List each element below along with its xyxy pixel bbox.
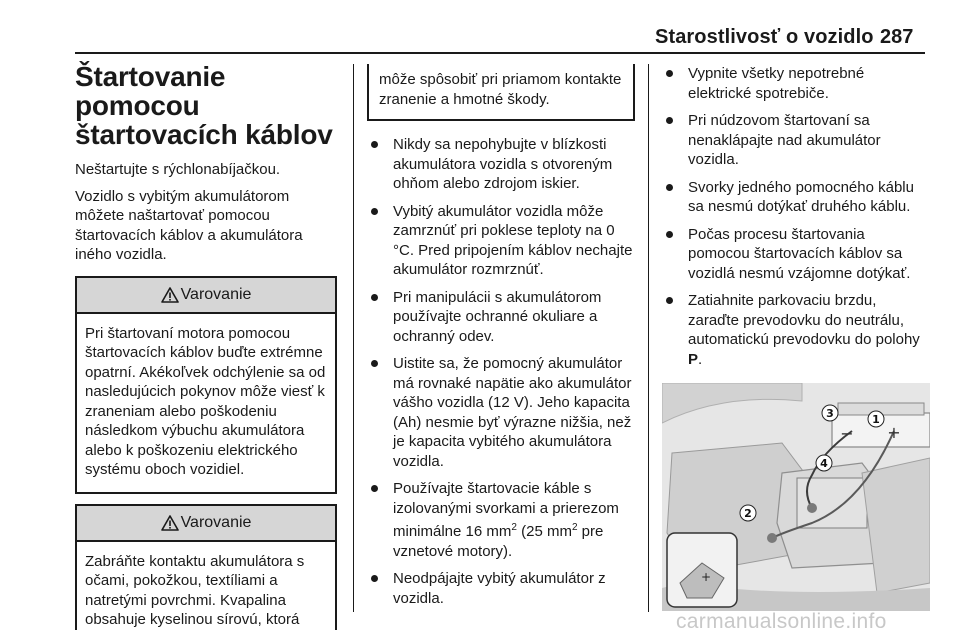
list-item-text: . (698, 350, 703, 368)
callout-3-label: 3 (826, 407, 834, 420)
column-3 (662, 64, 930, 611)
column-divider-2 (648, 64, 649, 612)
warning-continuation: môže spôsobiť pri priamom kontakte zranenie a hmotné škody. (367, 64, 635, 121)
warning-icon (161, 515, 179, 531)
callout-2-label: 2 (744, 507, 752, 520)
gear-position: P (688, 350, 699, 368)
callout-3 (822, 405, 838, 421)
list-item: Počas procesu štartovania pomocou štartovacích káblov sa vozidlá nesmú vzájomne dotýkať. (662, 225, 930, 284)
callout-4 (816, 455, 832, 471)
column-2 (367, 64, 635, 616)
list-item: Uistite sa, že pomocný akumulátor má rovnaké napätie ako akumulátor vášho vozidla (12 V). Jeho kapacita (Ah) nesmie byť výrazne nižšia, než je kapacita vybitého akumulátora vozidla. (367, 354, 635, 471)
page-header-title: Starostlivosť o vozidlo (655, 26, 874, 48)
list-item-text: pre vznetové motory). (393, 523, 604, 560)
callout-1-label: 1 (872, 413, 880, 426)
callout-1 (868, 411, 884, 427)
bullet-list (662, 64, 930, 369)
svg-text:+: + (887, 423, 901, 442)
warning-header (77, 506, 335, 542)
section-heading: Štartovanie pomocou štartovacích káblov (75, 61, 333, 150)
warning-box-side-right (335, 565, 337, 593)
callout-4-label: 4 (820, 457, 828, 470)
paragraph: Vozidlo s vybitým akumulátorom môžete naštartovať pomocou štartovacích káblov a akumulátora iného vozidla. (75, 187, 303, 263)
jump-start-illustration (662, 383, 930, 611)
warning-title: Varovanie (180, 513, 252, 531)
warning-header (77, 278, 335, 314)
list-item: Vypnite všetky nepotrebné elektrické spotrebiče. (662, 64, 930, 103)
bullet-list (367, 135, 635, 608)
list-item-text: Používajte štartovacie káble s izolovanými svorkami a prierezom minimálne 16 mm (393, 480, 619, 540)
list-item: Svorky jedného pomocného káblu sa nesmú dotýkať druhého káblu. (662, 178, 930, 217)
callout-2 (740, 505, 756, 521)
list-item: Neodpájajte vybitý akumulátor z vozidla. (367, 569, 635, 608)
column-divider-1 (353, 64, 354, 612)
list-item: Nikdy sa nepohybujte v blízkosti akumulátora vozidla s otvoreným ohňom alebo zdrojom iskier. (367, 135, 635, 194)
warning-box (75, 504, 337, 630)
header-rule (75, 52, 925, 54)
warning-text: Pri štartovaní motora pomocou štartovacích káblov buďte extrémne opatrní. Akékoľvek odchýlenie sa od nasledujúcich pokynov môže viesť k zraneniam alebo poškodeniu následkom výbuchu akumulátora alebo k poškozeniu elektrického systému oboch vozidiel. (85, 324, 326, 478)
svg-text:−: − (840, 424, 854, 443)
list-item (662, 291, 930, 369)
column-1 (75, 62, 337, 630)
list-item: Vybitý akumulátor vozidla môže zamrznúť pri poklese teploty na 0 °C. Pred pripojením káblov nechajte akumulátor rozmrznúť. (367, 202, 635, 280)
paragraph: Neštartujte s rýchlonabíjačkou. (75, 161, 281, 178)
list-item-text: (25 mm (516, 523, 572, 540)
list-item: Pri núdzovom štartovaní sa nenaklápajte nad akumulátor vozidla. (662, 111, 930, 170)
page-number: 287 (880, 26, 914, 48)
superscript: 2 (571, 522, 578, 533)
engine-bay-drawing (662, 383, 930, 611)
superscript: 2 (511, 522, 517, 533)
warning-text: Zabráňte kontaktu akumulátora s očami, pokožkou, textíliami a natretými povrchmi. Kvapalina obsahuje kyselinou sírovú, ktorá (85, 552, 305, 628)
list-item-text: Zatiahnite parkovaciu brzdu, zaraďte prevodovku do neutrálu, automatickú prevodovku do polohy (688, 292, 920, 348)
svg-text:+: + (700, 570, 712, 584)
warning-title: Varovanie (180, 285, 252, 303)
watermark: carmanualsonline.info (676, 610, 887, 633)
warning-box (75, 276, 337, 494)
list-item (367, 479, 635, 561)
list-item: Pri manipulácii s akumulátorom používajte ochranné okuliare a ochranný odev. (367, 288, 635, 347)
warning-icon (161, 287, 179, 303)
warning-box-side-left (75, 565, 77, 593)
